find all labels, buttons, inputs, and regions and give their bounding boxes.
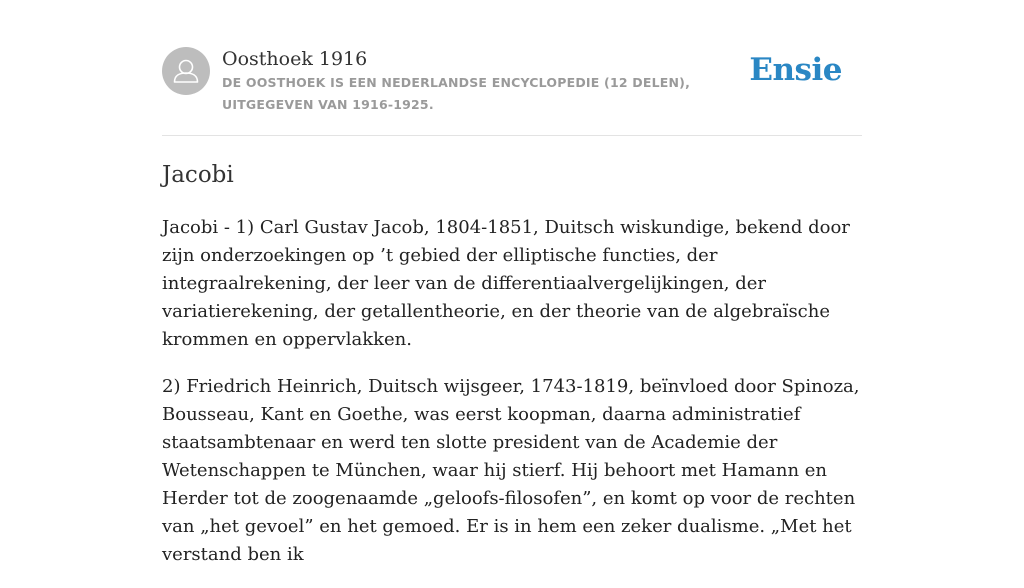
article — [162, 156, 864, 588]
source-avatar[interactable] — [162, 47, 210, 95]
source-title[interactable]: Oosthoek 1916 — [222, 48, 368, 70]
source-description: DE OOSTHOEK IS EEN NEDERLANDSE ENCYCLOPEDIE (12 DELEN), UITGEGEVEN VAN 1916-1925. — [222, 75, 691, 112]
article-title: Jacobi — [162, 162, 234, 188]
source-header — [162, 46, 862, 136]
article-paragraph-1: Jacobi - 1) Carl Gustav Jacob, 1804-1851, Duitsch wiskundige, bekend door zijn onderzoekingen op ’t gebied der elliptische functies, der integraalrekening, der leer van de differentiaalvergelijkingen, der variatierekening, der getallentheorie, en der theorie van de algebraïsche krommen en oppervlakken. — [162, 217, 850, 350]
user-icon — [162, 47, 210, 95]
ensie-logo[interactable]: Ensie — [749, 52, 842, 88]
article-paragraph-2: 2) Friedrich Heinrich, Duitsch wijsgeer, 1743-1819, beïnvloed door Spinoza, Bousseau, Kant en Goethe, was eerst koopman, daarna administratief staatsambtenaar en werd ten slotte president van de Academie der Wetenschappen te München, waar hij stierf. Hij behoort met Hamann en Herder tot de zoogenaamde „geloofs-filosofen”, en komt op voor de rechten van „het gevoel” en het gemoed. Er is in hem een zeker dualisme. „Met het verstand ben ik — [162, 376, 860, 565]
